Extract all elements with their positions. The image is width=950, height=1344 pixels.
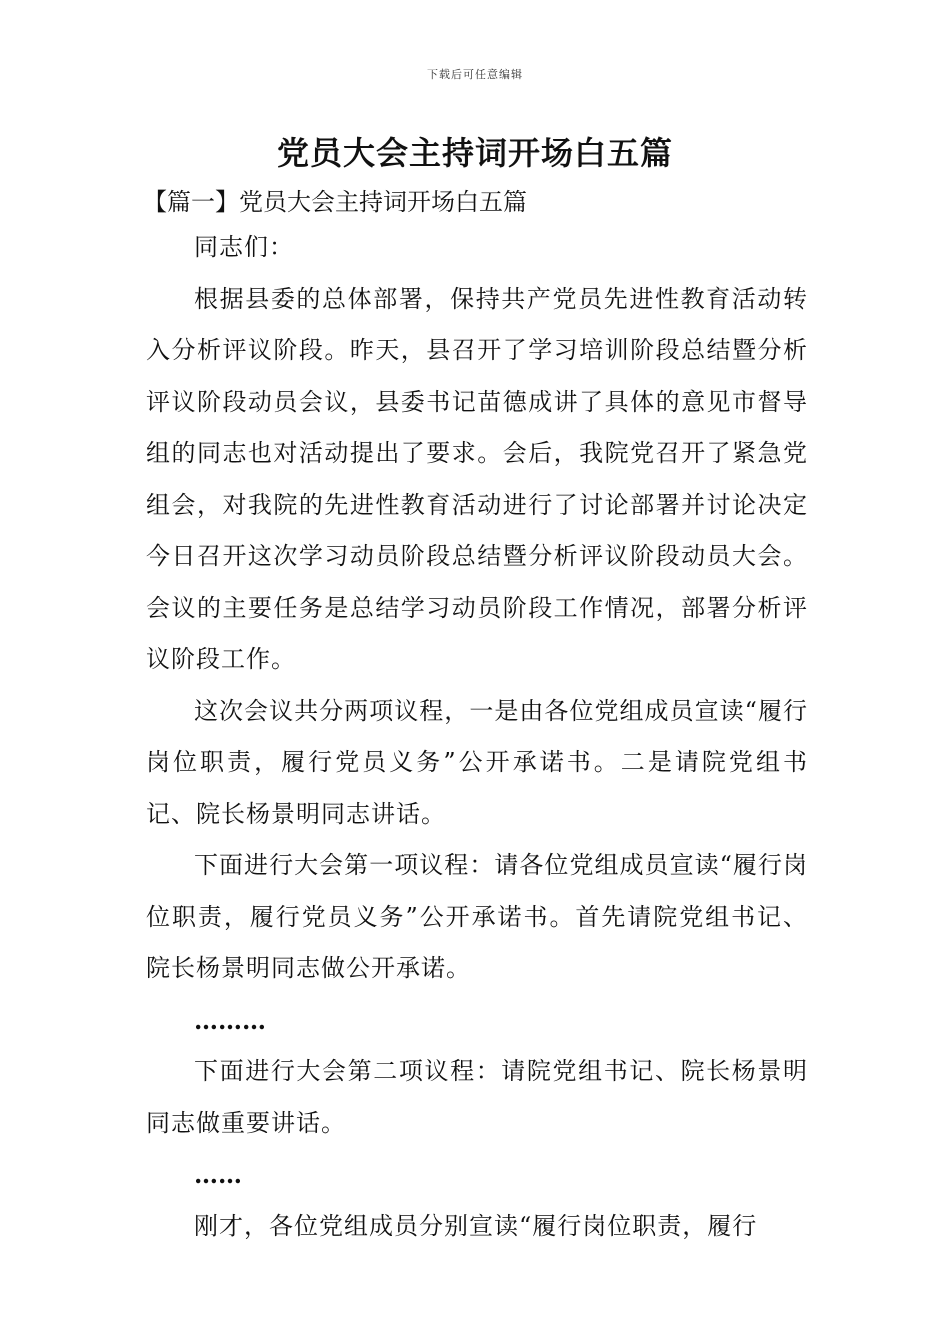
ellipsis-break: ………	[194, 1005, 266, 1035]
page-header-note: 下载后可任意编辑	[427, 68, 523, 81]
paragraph-salutation: 同志们：	[194, 233, 294, 261]
ellipsis-break: ……	[194, 1160, 242, 1189]
paragraph-agenda: 这次会议共分两项议程，一是由各位党组成员宣读“履行岗位职责，履行党员义务”公开承诺书。二是请院党组书记、院长杨景明同志讲话。	[146, 696, 808, 828]
document-title: 党员大会主持词开场白五篇	[276, 134, 673, 172]
section-heading: 【篇一】党员大会主持词开场白五篇	[143, 188, 527, 216]
paragraph-closing: 刚才，各位党组成员分别宣读“履行岗位职责，履行	[194, 1211, 758, 1240]
paragraph-agenda-item-one: 下面进行大会第一项议程：请各位党组成员宣读“履行岗位职责，履行党员义务”公开承诺书。首先请院党组书记、院长杨景明同志做公开承诺。	[146, 851, 808, 982]
document-body	[146, 222, 808, 1252]
paragraph-agenda-item-two: 下面进行大会第二项议程：请院党组书记、院长杨景明同志做重要讲话。	[146, 1057, 808, 1137]
paragraph-background: 根据县委的总体部署，保持共产党员先进性教育活动转入分析评议阶段。昨天，县召开了学习培训阶段总结暨分析评议阶段动员会议，县委书记苗德成讲了具体的意见市督导组的同志也对活动提出了要求。会后，我院党召开了紧急党组会，对我院的先进性教育活动进行了讨论部署并讨论决定今日召开这次学习动员阶段总结暨分析评议阶段动员大会。会议的主要任务是总结学习动员阶段工作情况，部署分析评议阶段工作。	[146, 284, 808, 673]
